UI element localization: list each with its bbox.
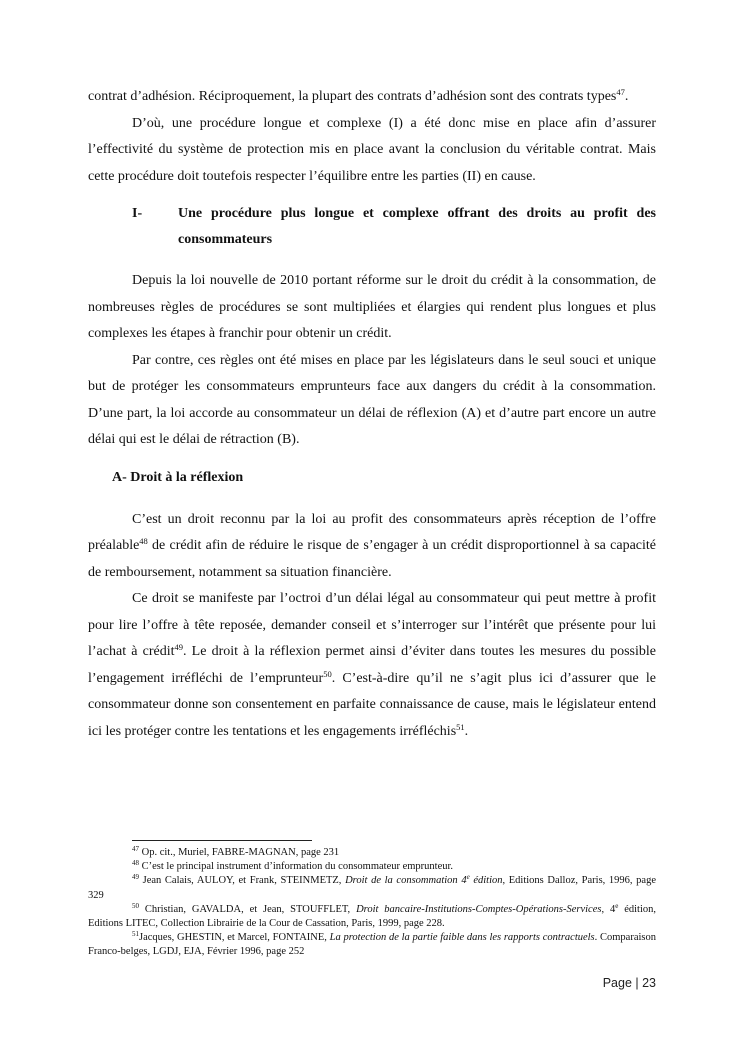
footnote-48: $^{48}$ C’est le principal instrument d’information du consommateur emprunteur. (132, 859, 454, 873)
footnote-ref-47[interactable]: 47 (616, 87, 625, 97)
footnote-51: $^{51}$Jacques, GHESTIN, et Marcel, FONTAINE, La protection de la partie faible dans les rapports contractuels. Comparaison Franco-belges, LGDJ, EJA, Février 1996, page 252 (88, 930, 656, 958)
footnote-ref-48[interactable]: 48 (139, 536, 148, 546)
subsection-heading-a: A- Droit à la réflexion (112, 469, 244, 485)
section-title: Une procédure plus longue et complexe offrant des droits au profit des consommateurs (178, 206, 656, 247)
footnote-ref-49[interactable]: 49 (174, 642, 183, 652)
paragraph-4: Par contre, ces règles ont été mises en place par les législateurs dans le seul souci et unique but de protéger les consommateurs emprunteurs face aux dangers du crédit à la consommation. D’une part, la loi accorde au consommateur un délai de réflexion (A) et d’autre part encore un autre délai qui est le délai de rétraction (B). (88, 352, 656, 447)
footnote-50: $^{50}$ Christian, GAVALDA, et Jean, STOUFFLET, Droit bancaire-Institutions-Comptes-Opérations-Services, 4e édition, Editions LITEC, Collection Librairie de la Cour de Cassation, Paris, 1999, page 228. (88, 901, 656, 930)
paragraph-5: C’est un droit reconnu par la loi au profit des consommateurs après réception de l’offre préalable$^{48}$ de crédit afin de réduire le risque de s’engager à un crédit disproportionnel à sa capacité de remboursement, notamment sa situation financière. (88, 511, 656, 580)
page-number: Page | 23 (602, 976, 656, 990)
footnote-49: $^{49}$ Jean Calais, AULOY, et Frank, STEINMETZ, Droit de la consommation 4e édition, Editions Dalloz, Paris, 1996, page 329 (88, 873, 656, 901)
paragraph-2: D’où, une procédure longue et complexe (I) a été donc mise en place afin d’assurer l’effectivité du système de protection mis en place avant la conclusion du véritable contrat. Mais cette procédure doit toutefois respecter l’équilibre entre les parties (II) en cause. (88, 115, 656, 184)
footnote-separator (132, 840, 312, 841)
footnote-ref-50[interactable]: 50 (323, 668, 332, 679)
paragraph-1: contrat d’adhésion. Réciproquement, la plupart des contrats d’adhésion sont des contrats types$^{47}$. (88, 87, 629, 104)
page-body (88, 84, 656, 745)
paragraph-3: Depuis la loi nouvelle de 2010 portant réforme sur le droit du crédit à la consommation, de nombreuses règles de procédures se sont multipliées et élargies qui rendent plus longues et plus complexes les étapes à franchir pour obtenir un crédit. (88, 273, 656, 341)
section-number: I- (132, 206, 143, 221)
footnote-ref-51[interactable]: 51 (456, 721, 465, 732)
footnote-47: $^{47}$ Op. cit., Muriel, FABRE-MAGNAN, page 231 (132, 845, 340, 858)
paragraph-6: Ce droit se manifeste par l’octroi d’un délai légal au consommateur qui peut mettre à profit pour lire l’offre à tête reposée, demander conseil et s’interroger sur l’intérêt que présente pour lui l’achat à crédit$^{49}$. Le droit à la réflexion permet ainsi d’éviter dans toutes les mesures du possible l’engagement irréfléchi de l’emprunteur$^{50}$. C’est-à-dire qu’il ne s’agit plus ici d’assurer que le consommateur donne son consentement en parfaite connaissance de cause, mais le législateur entend ici les protéger contre les tentations et les engagements irréfléchis$^{51}$. (88, 591, 657, 739)
section-heading-1 (88, 201, 656, 253)
footnotes (88, 840, 656, 960)
